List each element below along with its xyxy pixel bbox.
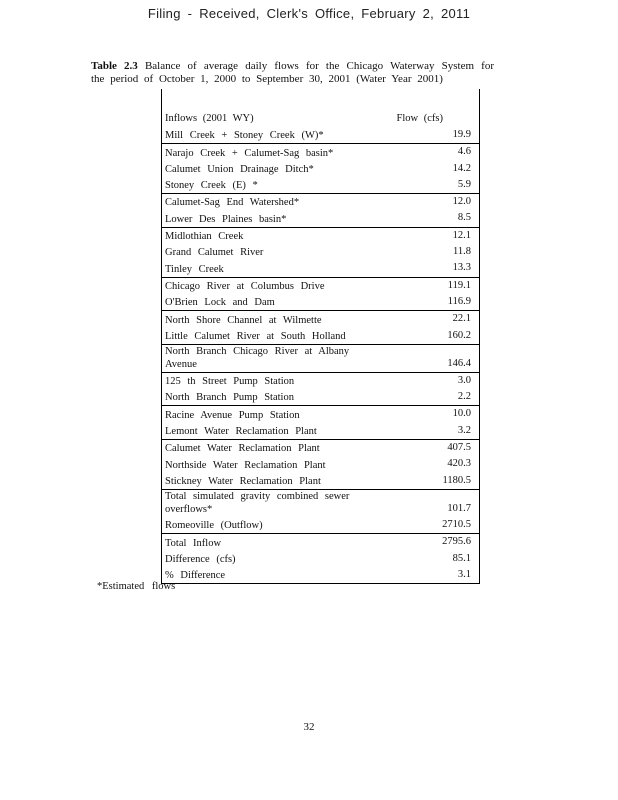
row-value: 19.9 [452,129,471,140]
table-row-group [162,534,479,583]
table-caption-text: Balance of average daily flows for the Chicago Waterway System for the period of October 1, 2000 to September 30, 2001 (Water Year 2001) [91,60,494,85]
row-label: Romeoville (Outflow) [165,520,263,532]
table-row [162,490,479,517]
row-value: 3.2 [457,424,471,436]
table-row-group [162,406,479,440]
row-label: Little Calumet River at South Holland [165,330,346,342]
row-value: 11.8 [453,246,471,258]
row-value: 3.0 [457,374,471,386]
table-row-group [162,278,479,312]
table-row [162,456,479,472]
row-label: Narajo Creek + Calumet-Sag basin* [165,147,334,159]
row-value: 2.2 [457,391,471,403]
row-label: Difference (cfs) [165,553,236,565]
row-label: Chicago River at Columbus Drive [165,280,325,292]
table-caption [91,60,494,86]
row-label: Northside Water Reclamation Plant [165,459,326,471]
row-label: Lower Des Plaines basin* [165,213,287,225]
row-value: 8.5 [457,212,471,224]
table-row-group [162,440,479,490]
row-value: 116.9 [447,295,471,307]
row-value: 101.7 [447,502,471,514]
table-row-group [162,194,479,228]
row-label: Calumet Union Drainage Ditch* [165,163,314,175]
row-label: Racine Avenue Pump Station [165,409,300,421]
table-row [162,194,479,210]
row-label: Total simulated gravity combined sewer overflows* [165,490,350,515]
table-header-row [162,89,479,127]
footnote: *Estimated flows [97,581,176,592]
row-label: North Branch Chicago River at Albany Avenue [165,345,350,370]
table-row [162,373,479,389]
table-row-group [162,311,479,345]
row-label: North Shore Channel at Wilmette [165,314,322,326]
row-label: Calumet-Sag End Watershed* [165,197,300,209]
table-row [162,161,479,177]
row-value: 5.9 [457,178,471,190]
row-label: Lemont Water Reclamation Plant [165,426,317,438]
row-label: Grand Calumet River [165,247,264,259]
row-value: 4.6 [457,146,471,158]
table-row [162,328,479,344]
table-caption-label: Table 2.3 [91,60,138,72]
table-row [162,517,479,533]
row-label: Mill Creek + Stoney Creek (W)* [165,130,324,142]
row-value: 3.1 [457,568,471,580]
table-body [162,127,479,583]
column-header-inflows: Inflows (2001 WY) [165,113,254,124]
table-row [162,144,479,160]
row-value: 2795.6 [442,536,471,548]
row-label: Stoney Creek (E) * [165,180,258,192]
row-label: Total Inflow [165,537,222,549]
table-row [162,473,479,489]
row-value: 12.1 [452,229,471,241]
row-value: 14.2 [452,162,471,174]
row-value: 420.3 [447,458,471,470]
column-header-flow: Flow (cfs) [396,113,443,124]
table-row [162,244,479,260]
row-value: 10.0 [452,408,471,420]
table-row [162,551,479,567]
row-value: 146.4 [447,357,471,369]
row-label: Tinley Creek [165,263,224,275]
table-row-group [162,144,479,194]
table-row-group [162,127,479,144]
page-number: 32 [303,721,315,733]
table-row [162,311,479,327]
row-label: O'Brien Lock and Dam [165,297,275,309]
table-row [162,210,479,226]
table-row [162,567,479,583]
table-row-group [162,345,479,373]
table-row-group [162,228,479,278]
table-row [162,423,479,439]
table-row [162,345,479,372]
row-label: North Branch Pump Station [165,392,294,404]
table-row [162,228,479,244]
row-value: 85.1 [452,552,471,564]
row-value: 2710.5 [442,518,471,530]
flow-balance-table [161,89,480,584]
filing-header: Filing - Received, Clerk's Office, February 2, 2011 [147,6,471,21]
table-row [162,294,479,310]
row-label: Calumet Water Reclamation Plant [165,443,320,455]
table-row-group [162,373,479,407]
row-label: % Difference [165,570,226,582]
row-value: 160.2 [447,329,471,341]
table-row [162,534,479,550]
row-value: 119.1 [447,279,471,291]
table-row [162,406,479,422]
table-row [162,389,479,405]
row-value: 22.1 [452,313,471,325]
table-row [162,260,479,276]
row-label: 125 th Street Pump Station [165,376,295,388]
row-value: 12.0 [452,196,471,208]
table-row [162,177,479,193]
row-value: 13.3 [452,262,471,274]
table-row [162,278,479,294]
row-value: 1180.5 [442,474,471,486]
table-row [162,440,479,456]
table-row [162,127,479,143]
row-value: 407.5 [447,442,471,454]
row-label: Midlothian Creek [165,231,244,243]
table-row-group [162,490,479,534]
row-label: Stickney Water Reclamation Plant [165,475,321,487]
